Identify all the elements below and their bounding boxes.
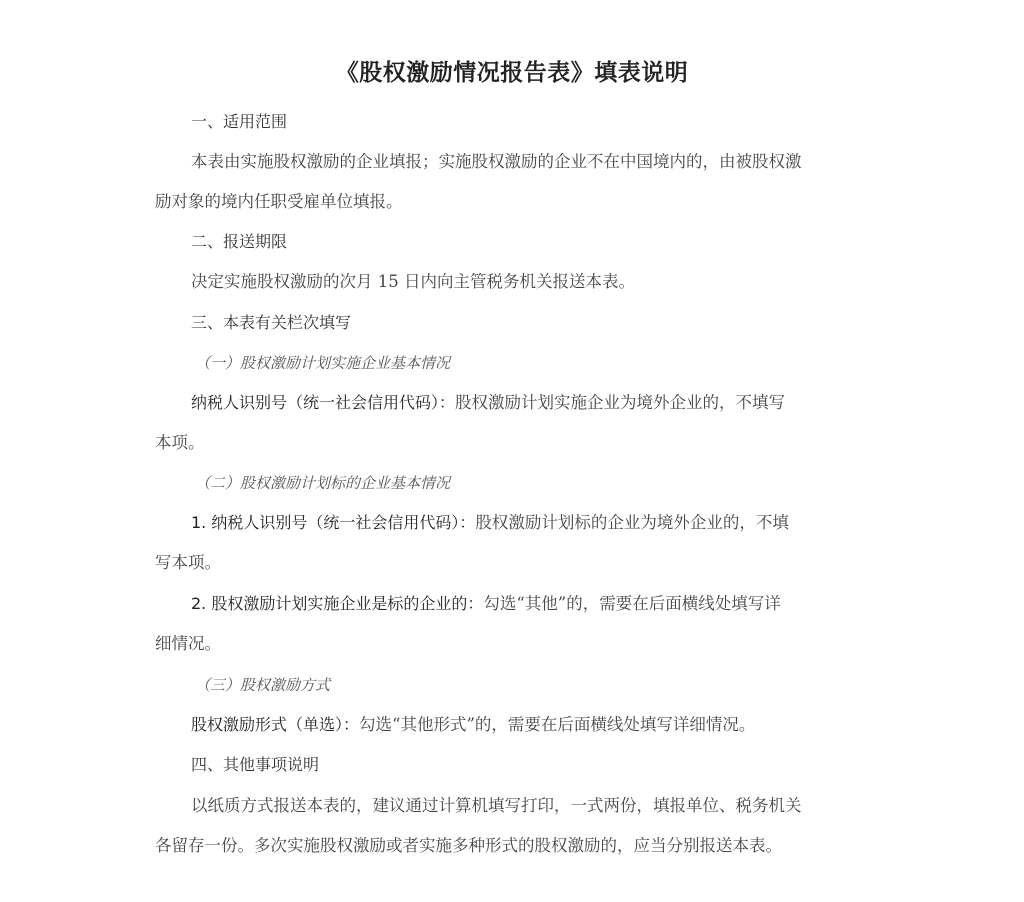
target-enterprise-item-1-line-2: 写本项。 — [155, 553, 221, 572]
target-enterprise-item-1-line-1 — [191, 511, 789, 535]
field-text: 股权激励计划实施企业为境外企业的，不填写 — [455, 393, 786, 412]
field-label-target-taxpayer-id: 1. 纳税人识别号（统一社会信用代码）： — [191, 513, 476, 532]
subsection-heading-implementing-enterprise: （一）股权激励计划实施企业基本情况 — [195, 354, 451, 372]
scope-paragraph-line-2: 励对象的境内任职受雇单位填报。 — [155, 192, 403, 211]
field-label-taxpayer-id: 纳税人识别号（统一社会信用代码）： — [191, 393, 456, 412]
incentive-method-line — [191, 713, 755, 737]
field-label-is-target-enterprise: 2. 股权激励计划实施企业是标的企业的： — [191, 594, 484, 613]
deadline-paragraph: 决定实施股权激励的次月 15 日内向主管税务机关报送本表。 — [191, 272, 635, 291]
field-text: 勾选“其他形式”的，需要在后面横线处填写详细情况。 — [359, 715, 756, 734]
field-label-incentive-form: 股权激励形式（单选）： — [191, 715, 360, 734]
target-enterprise-item-2-line-2: 细情况。 — [155, 634, 221, 653]
implementing-enterprise-line-2: 本项。 — [155, 433, 205, 452]
section-heading-fields: 三、本表有关栏次填写 — [191, 313, 352, 332]
section-heading-other-matters: 四、其他事项说明 — [191, 755, 320, 774]
scope-paragraph-line-1: 本表由实施股权激励的企业填报；实施股权激励的企业不在中国境内的，由被股权激 — [191, 152, 802, 171]
other-matters-paragraph-line-2: 各留存一份。多次实施股权激励或者实施多种形式的股权激励的，应当分别报送本表。 — [155, 836, 782, 855]
field-text: 股权激励计划标的企业为境外企业的，不填 — [475, 513, 789, 532]
target-enterprise-item-2-line-1 — [191, 592, 781, 616]
document-title: 《股权激励情况报告表》填表说明 — [335, 59, 689, 86]
section-heading-deadline: 二、报送期限 — [191, 232, 288, 251]
subsection-heading-incentive-method: （三）股权激励方式 — [195, 676, 331, 694]
subsection-heading-target-enterprise: （二）股权激励计划标的企业基本情况 — [195, 474, 451, 492]
section-heading-scope: 一、适用范围 — [191, 112, 288, 131]
other-matters-paragraph-line-1: 以纸质方式报送本表的，建议通过计算机填写打印，一式两份，填报单位、税务机关 — [191, 796, 802, 815]
implementing-enterprise-line-1 — [191, 391, 785, 415]
field-text: 勾选“其他”的，需要在后面横线处填写详 — [483, 594, 781, 613]
